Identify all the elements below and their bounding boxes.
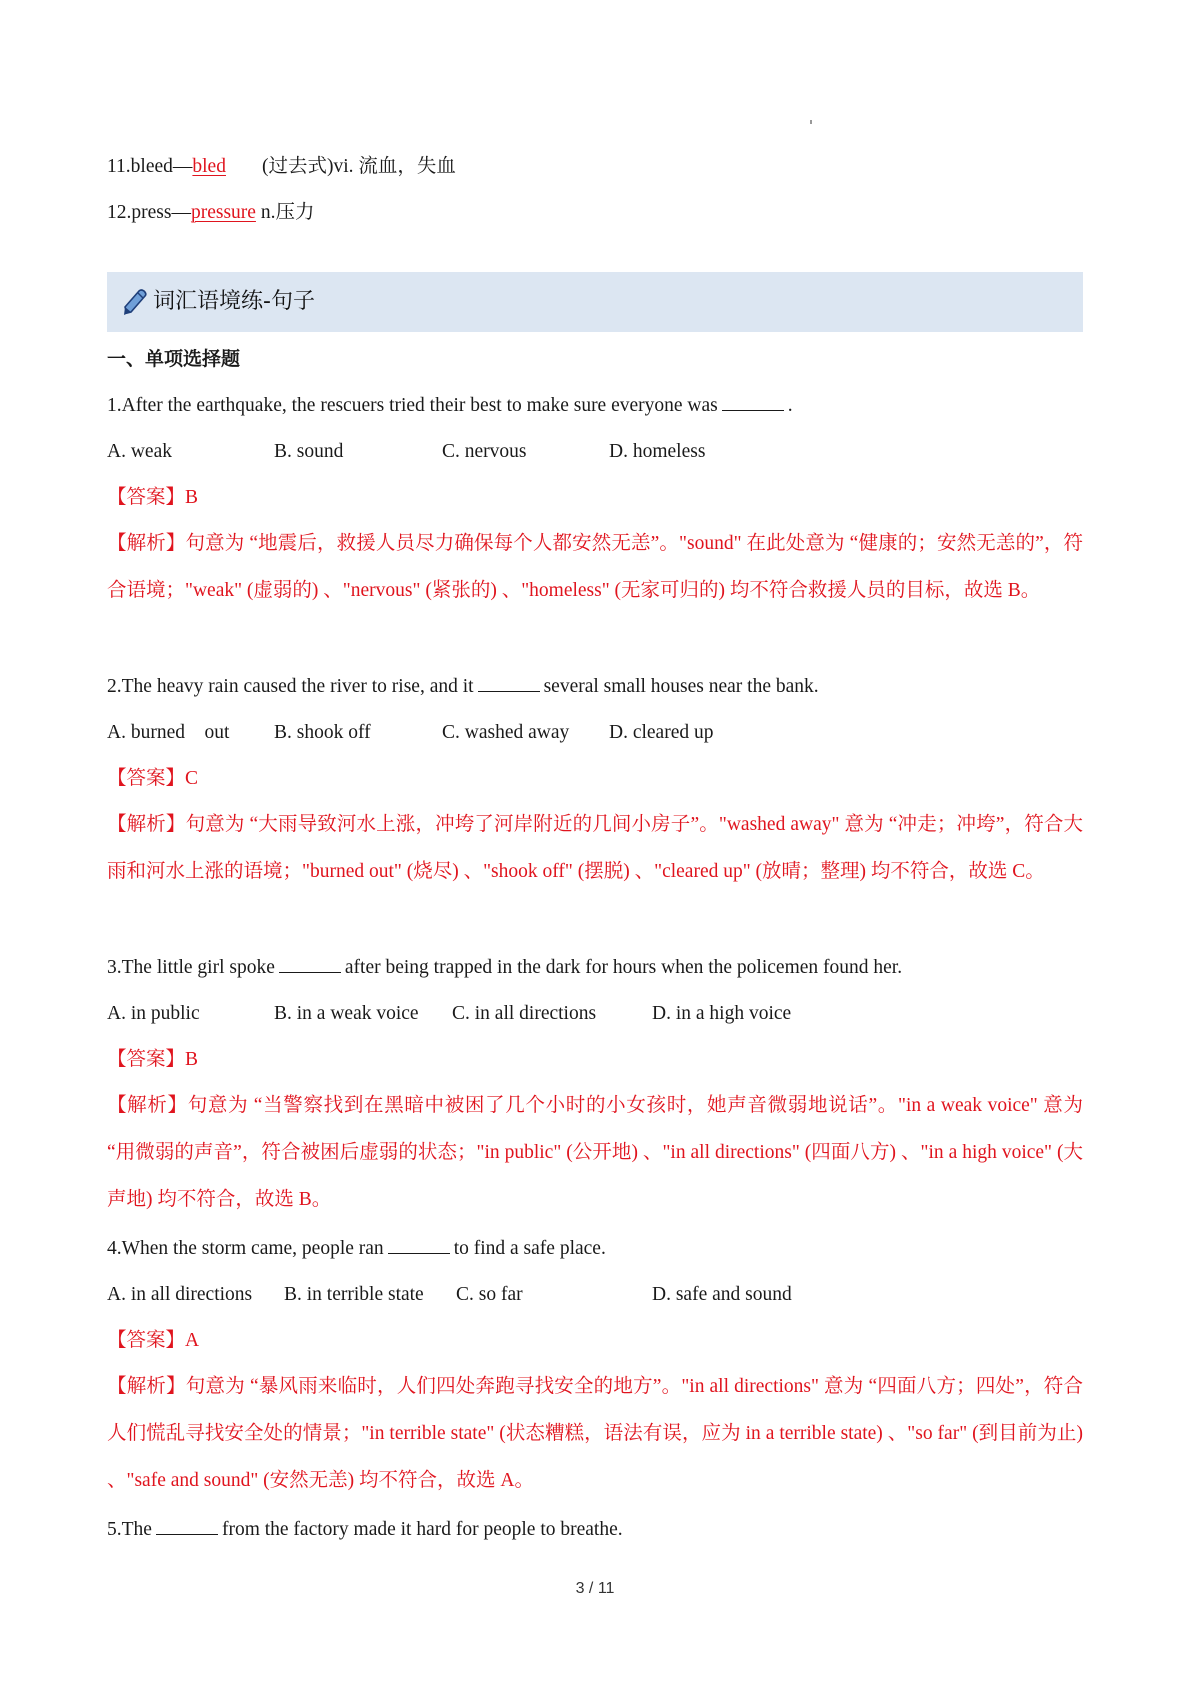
option-d: D. in a high voice: [652, 1003, 792, 1024]
option-c: C. nervous: [442, 441, 527, 462]
question-1-options: [107, 439, 1083, 465]
option-a: A. burned out: [107, 722, 230, 743]
analysis-paragraph: 【解析】句意为 “暴风雨来临时，人们四处奔跑寻找安全的地方”。"in all directions" 意为 “四面八方；四处”，符合人们慌乱寻找安全处的情景；"in terrible state" (状态糟糕，语法有误，应为 in a terrible state) 、"so far" (到目前为止) 、"safe and sound" (安然无恙) 均不符合，故选 A。: [107, 1376, 1083, 1491]
option-c: C. so far: [456, 1284, 523, 1305]
answer-label: 【答案】A: [107, 1330, 200, 1351]
vocab-answer: pressure: [190, 202, 256, 223]
option-a: A. in public: [107, 1003, 200, 1024]
vocab-note: n.压力: [260, 202, 315, 223]
option-a: A. in all directions: [107, 1284, 253, 1305]
option-d: D. safe and sound: [652, 1284, 792, 1305]
vocab-prefix: 12.press—: [107, 202, 191, 223]
option-b: B. in a weak voice: [274, 1003, 419, 1024]
section-banner: [107, 272, 1083, 332]
analysis-paragraph: 【解析】句意为 “当警察找到在黑暗中被困了几个小时的小女孩时，她声音微弱地说话”。"in a weak voice" 意为 “用微弱的声音”，符合被困后虚弱的状态；"in public" (公开地) 、"in all directions" (四面八方) 、"in a high voice" (大声地) 均不符合，故选 B。: [107, 1095, 1083, 1210]
page-number: 3 / 11: [575, 1580, 615, 1597]
analysis-paragraph: 【解析】句意为 “地震后，救援人员尽力确保每个人都安然无恙”。"sound" 在此处意为 “健康的；安然无恙的”，符合语境；"weak" (虚弱的) 、"nervous" (紧张的) 、"homeless" (无家可归的) 均不符合救援人员的目标，故选 B。: [107, 533, 1083, 601]
vocab-prefix: 11.bleed—: [107, 156, 193, 177]
option-b: B. shook off: [274, 722, 371, 743]
question-2-stem: 2.The heavy rain caused the river to rise, and it several small houses near the bank.: [107, 673, 819, 700]
question-4-options: [107, 1282, 1083, 1308]
vocab-answer: bled: [192, 156, 226, 177]
vocab-item-11: [107, 154, 456, 180]
option-b: B. in terrible state: [284, 1284, 424, 1305]
answer-blank: [722, 392, 784, 411]
pencil-icon: [121, 287, 149, 317]
question-4-stem: 4.When the storm came, people ran to find a safe place.: [107, 1235, 606, 1262]
option-c: C. in all directions: [452, 1003, 597, 1024]
answer-label: 【答案】B: [107, 1049, 199, 1070]
answer-blank: [478, 673, 540, 692]
answer-blank: [279, 954, 341, 973]
answer-label: 【答案】C: [107, 768, 199, 789]
answer-blank: [156, 1516, 218, 1535]
question-5-stem: 5.The from the factory made it hard for people to breathe.: [107, 1516, 623, 1543]
answer-label: 【答案】B: [107, 487, 199, 508]
option-d: D. homeless: [609, 441, 706, 462]
option-b: B. sound: [274, 441, 344, 462]
question-3-stem: 3.The little girl spoke after being trapped in the dark for hours when the policemen found her.: [107, 954, 902, 981]
question-3-options: [107, 1001, 1083, 1027]
answer-blank: [388, 1235, 450, 1254]
option-d: D. cleared up: [609, 722, 714, 743]
option-c: C. washed away: [442, 722, 570, 743]
section-heading: 一、单项选择题: [107, 348, 241, 370]
vocab-item-12: [107, 200, 314, 226]
question-1-stem: 1.After the earthquake, the rescuers tried their best to make sure everyone was .: [107, 392, 793, 419]
banner-title: 词汇语境练-句子: [153, 289, 315, 314]
vocab-note: (过去式)vi. 流血，失血: [261, 156, 456, 177]
analysis-paragraph: 【解析】句意为 “大雨导致河水上涨，冲垮了河岸附近的几间小房子”。"washed away" 意为 “冲走；冲垮”，符合大雨和河水上涨的语境；"burned out" (烧尽) 、"shook off" (摆脱) 、"cleared up" (放晴；整理) 均不符合，故选 C。: [107, 814, 1083, 882]
option-a: A. weak: [107, 441, 172, 462]
header-mark: [810, 120, 812, 124]
question-2-options: [107, 720, 1083, 746]
